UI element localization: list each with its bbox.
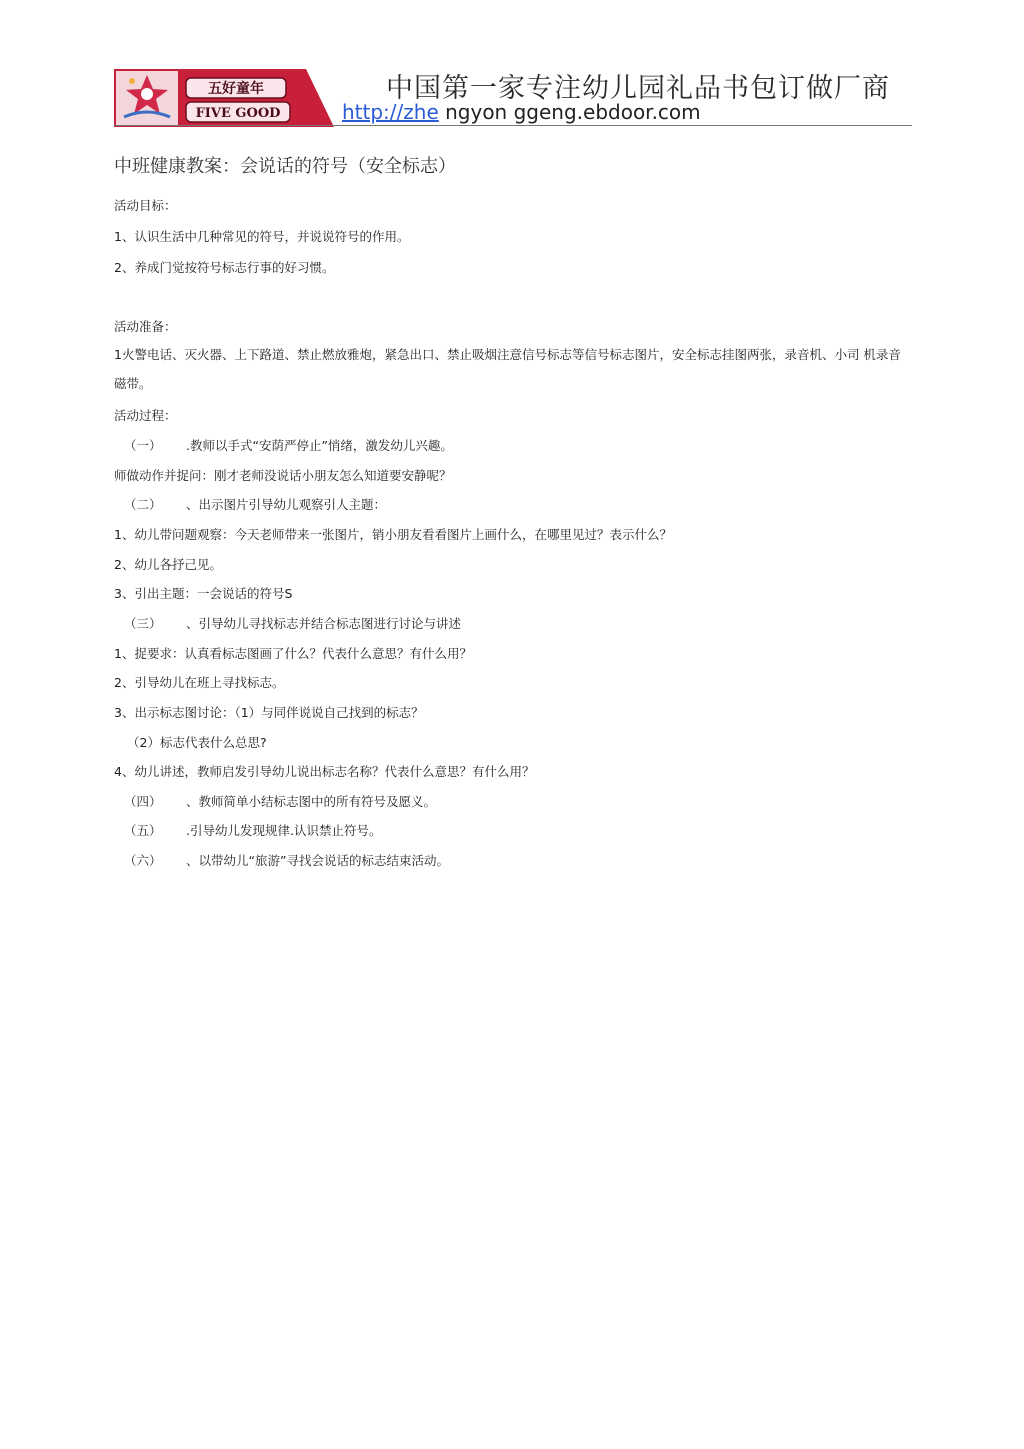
url-rest: ngyon ggeng.ebdoor.com [438,100,701,124]
goal-item: 1、认识生活中几种常见的符号，并说说符号的作用。 [114,229,410,244]
section-text: .引导幼儿发现规律.认识禁止符号。 [186,823,382,838]
list-item: 3、出示标志图讨论：（1）与同伴说说自己找到的标志？ [114,705,424,720]
list-item: 1、幼儿带问题观察：今天老师带来一张图片，销小朋友看看图片上画什么，在哪里见过？表示什么？ [114,527,672,542]
section-number: （二） [124,497,162,512]
prep-heading: 活动准备： [114,319,177,334]
section-text: 、以带幼儿“旅游”寻找会说话的标志结束活动。 [186,853,449,868]
header-tagline: 中国第一家专注幼儿园礼品书包订做厂商 [386,73,890,104]
prep-text: 1火警电话、灭火器、上下路道、禁止燃放雅炮，紧急出口、禁止吸烟注意信号标志等信号标志图片，安全标志挂图两张，录音机、小司 机录音磁带。 [114,347,901,391]
section-number: （三） [124,616,162,631]
url-link[interactable]: http://zhe [342,100,439,124]
section-one-line: 师做动作并捉问：刚才老师没说话小朋友怎么知道要安静呢？ [114,468,452,483]
list-item: 4、幼儿讲述，教师启发引导幼儿说出标志名称？代表什么意思？有什么用？ [114,764,535,779]
logo-text-en: FIVE GOOD [195,106,281,121]
document-title: 中班健康教案：会说话的符号（安全标志） [114,156,456,177]
list-sub-item: （2）标志代表什么总思? [127,735,267,750]
header-url [342,100,701,124]
header-divider [114,125,912,126]
section-one [124,436,453,454]
process-heading: 活动过程： [114,408,177,423]
five-good-logo [114,69,334,127]
section-text: 、引导幼儿寻找标志并结合标志图进行讨论与讲述 [186,616,462,631]
section-number: （六） [124,853,162,868]
section-number: （五） [124,823,162,838]
section-text: .教师以手式“安荫严停止”悄绪，激发幼儿兴趣。 [186,438,453,453]
section-number: （四） [124,794,162,809]
list-item: 3、引出主题：一会说话的符号S [114,586,293,601]
section-text: 、教师简单小结标志图中的所有符号及愿义。 [186,794,437,809]
section-six [124,851,449,869]
section-three [124,614,461,632]
section-five [124,821,381,839]
page-header [114,66,912,128]
section-four [124,792,436,810]
list-item: 2、幼儿各抒己见。 [114,557,222,572]
list-item: 1、捉要求：认真看标志图画了什么？代表什么意思？有什么用？ [114,646,472,661]
section-two [124,495,386,513]
goal-item: 2、养成门觉按符号标志行事的好习惯。 [114,260,335,275]
list-item: 2、引导幼儿在班上寻找标志。 [114,675,285,690]
section-number: （一） [124,438,162,453]
section-text: 、出示图片引导幼儿观察引人主题： [186,497,387,512]
logo-text-cn: 五好童年 [208,81,264,97]
goals-heading: 活动目标： [114,198,177,213]
